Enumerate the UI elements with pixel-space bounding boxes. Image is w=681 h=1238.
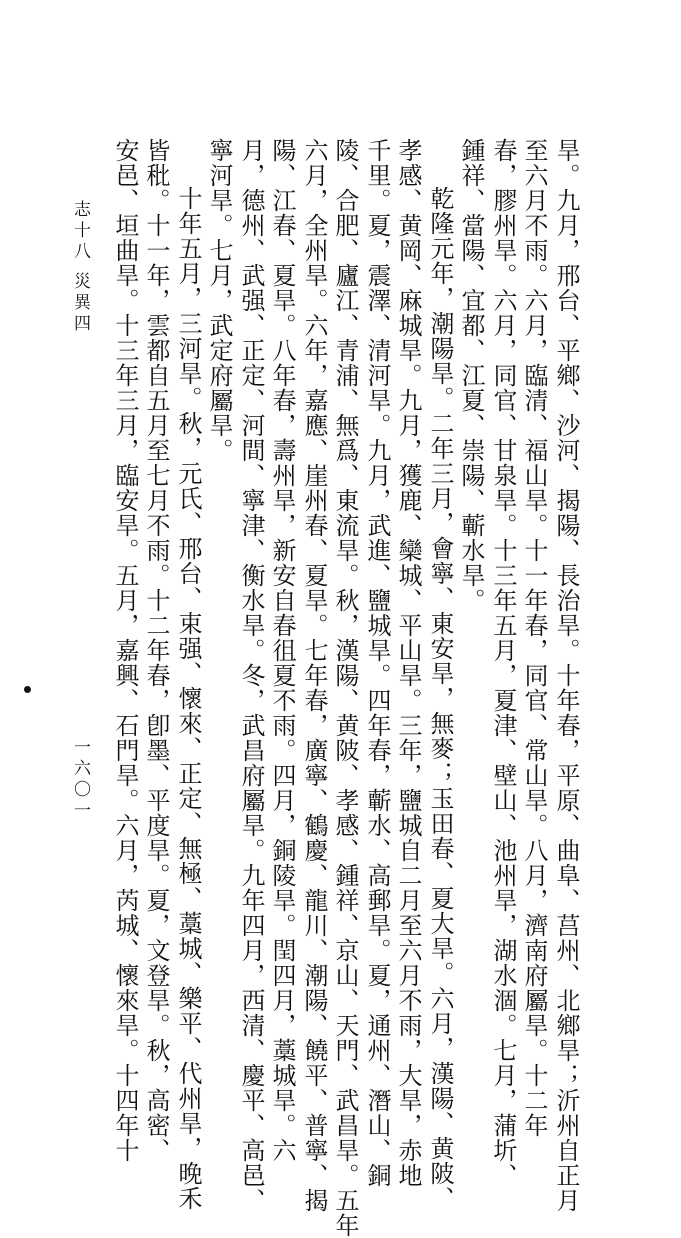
text-column-14: 皆秕。十一年，雲都自五月至七月不雨。十二年春，卽墨、平度旱。夏，文登旱。秋，高密、: [142, 138, 170, 1163]
text-column-2: 至六月不雨。六月，臨清、福山旱。十一年春，同官、常山旱。八月，濟南府屬旱。十二年: [520, 138, 548, 1138]
chapter-label: 志十八: [70, 200, 90, 263]
text-column-6: 孝感、黄岡、麻城旱。九月，獲鹿、欒城、平山旱。三年，鹽城自二月至六月不雨，大旱，赤地: [394, 138, 422, 1188]
section-label: 災異四: [70, 272, 90, 335]
page-number: 一六〇一: [70, 738, 90, 822]
text-column-7: 千里。夏，震澤、清河旱。九月，武進、鹽城旱。四年春，蘄水、高郵旱。夏，通州、潛山、銅: [363, 138, 391, 1188]
text-column-10: 陽、江春、夏旱。八年春，壽州旱，新安自春徂夏不雨。四月，銅陵旱。閏四月，藁城旱。六: [268, 138, 296, 1163]
text-column-15: 安邑、垣曲旱。十三年三月，臨安旱。五月，嘉興、石門旱。六月，芮城、懷來旱。十四年十: [111, 138, 139, 1163]
margin-dot: [24, 686, 31, 693]
text-column-9: 六月，全州旱。六年，嘉應、崖州春、夏旱。七年春，廣寧、鶴慶、龍川、潮陽、饒平、普寧、揭: [300, 138, 328, 1213]
text-column-5: 乾隆元年，潮陽旱。二年三月，會寧、東安旱，無麥；玉田春、夏大旱。六月，漢陽、黄陂、: [426, 186, 454, 1211]
text-column-12: 寧河旱。七月，武定府屬旱。: [205, 138, 233, 463]
text-column-1: 旱。九月，邢台、平鄉、沙河、揭陽、長治旱。十年春，平原、曲阜、莒州、北鄉旱；沂州自正月: [552, 138, 580, 1213]
text-column-11: 月，德州、武强、正定、河間、寧津、衡水旱。冬，武昌府屬旱。九年四月，西清、慶平、高邑、: [237, 138, 265, 1213]
text-column-3: 春，膠州旱。六月，同官、甘泉旱。十三年五月，夏津、壁山、池州旱，湖水涸。七月，蒲圻、: [489, 138, 517, 1188]
text-column-8: 陵、合肥、廬江、青浦、無爲、東流旱。秋，漢陽、黄陂、孝感、鍾祥、京山、天門、武昌旱。五年: [331, 138, 359, 1238]
text-column-13: 十年五月，三河旱。秋，元氏、邢台、束强、懷來、正定、無極、藁城、樂平、代州旱，晚禾: [174, 186, 202, 1211]
text-column-4: 鍾祥、當陽、宜都、江夏、崇陽、蘄水旱。: [457, 138, 485, 613]
